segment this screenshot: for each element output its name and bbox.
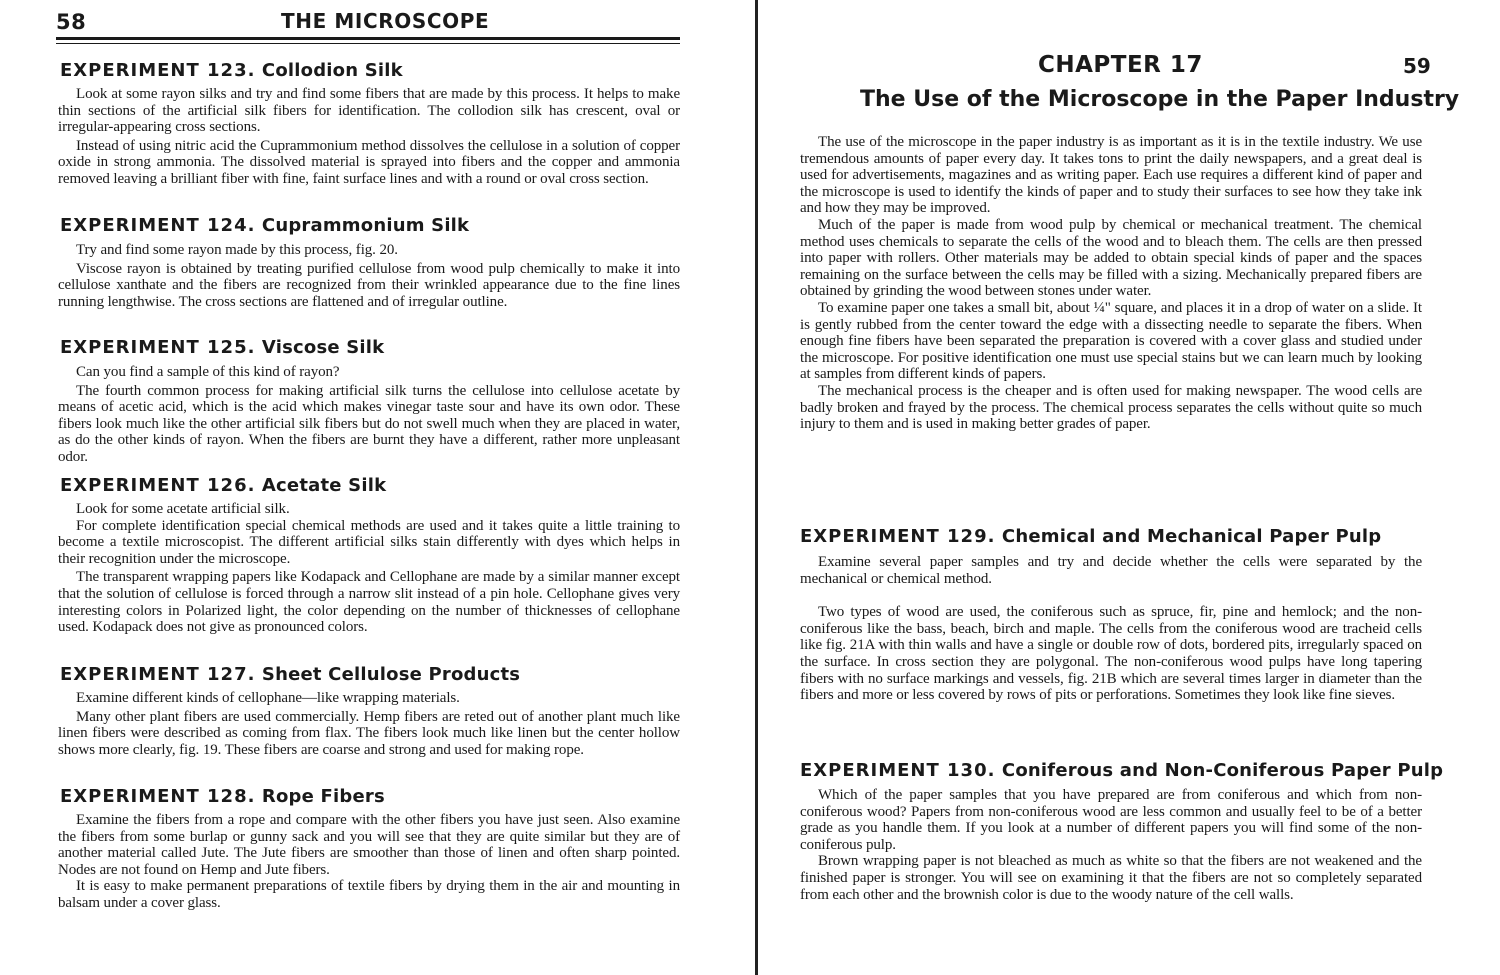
chapter-title: The Use of the Microscope in the Paper Industry — [860, 87, 1460, 112]
experiment-heading — [60, 337, 384, 358]
experiment-number: EXPERIMENT 127. — [60, 664, 256, 685]
paragraph: The use of the microscope in the paper industry is as important as it is in the textile industry. We use tremendous amounts of paper every day. It takes tons to print the daily newspapers, and a great deal is used for advertisements, magazines and as writing paper. Each use requires a different kind of paper and the microscope is used to identify the kinds of paper and to study their surfaces to see how they take ink and how they may be improved. — [800, 134, 1422, 217]
experiment-title: Sheet Cellulose Products — [261, 664, 521, 685]
experiment-heading — [60, 664, 520, 685]
paragraph: Instead of using nitric acid the Cuprammonium method dissolves the cellulose in a solution of copper oxide in strong ammonia. The dissolved material is sprayed into fibers and the copper and ammonia removed leaving a brilliant fiber with fine, faint surface lines and with a round or oval cross section. — [58, 137, 680, 187]
paragraph: Try and find some rayon made by this process, fig. 20. — [76, 242, 398, 258]
page-number: 59 — [1403, 54, 1431, 78]
paragraph: It is easy to make permanent preparations of textile fibers by drying them in the air and mounting in balsam under a cover glass. — [58, 878, 680, 911]
experiment-body — [800, 787, 1422, 903]
running-head — [56, 6, 680, 34]
paragraph: Many other plant fibers are used commercially. Hemp fibers are reted out of another plant much like linen fibers were described as coming from flax. The fibers look much like linen but the center hollow shows more clearly, fig. 19. These fibers are coarse and strong and used for making rope. — [58, 708, 680, 758]
experiment-body — [58, 364, 680, 466]
left-page — [56, 0, 684, 975]
chapter-number: CHAPTER 17 — [1038, 52, 1203, 78]
experiment-heading — [60, 475, 386, 496]
experiment-title: Collodion Silk — [261, 60, 403, 81]
experiment-title: Chemical and Mechanical Paper Pulp — [1001, 526, 1382, 547]
experiment-number: EXPERIMENT 130. — [800, 760, 996, 781]
experiment-body — [58, 86, 680, 188]
paragraph: The mechanical process is the cheaper and is often used for making newspaper. The wood cells are badly broken and frayed by the process. The chemical process separates the cells without quite so much injury to them and is used in making better grades of paper. — [800, 382, 1422, 433]
experiment-title: Cuprammonium Silk — [261, 215, 470, 236]
paragraph: Look at some rayon silks and try and find some fibers that are made by this process. It helps to make thin sections of the artificial silk fibers for identification. The collodion silk has crescent, oval or irregular-appearing cross sections. — [58, 86, 680, 136]
right-page — [798, 0, 1460, 975]
paragraph: To examine paper one takes a small bit, about ¼" square, and places it in a drop of water on a slide. It is gently rubbed from the center toward the edge with a dissecting needle to separate the fibers. When enough fine fibers have been separated the preparation is covered with a cover glass and studied under the microscope. For positive identification one must use special stains but we can learn much by looking at samples from different kinds of papers. — [800, 299, 1422, 383]
experiment-heading — [60, 786, 385, 807]
paragraph: Examine several paper samples and try and decide whether the cells were separated by the mechanical or chemical method. — [800, 554, 1422, 587]
experiment-heading — [800, 760, 1443, 781]
paragraph: Brown wrapping paper is not bleached as much as white so that the fibers are not weakened and the finished paper is stronger. You will see on examining it that the fibers are not so completely separated from each other and the brownish color is due to the woody nature of the cell walls. — [800, 853, 1422, 903]
paragraph: The fourth common process for making artificial silk turns the cellulose into cellulose acetate by means of acetic acid, which is the acid which makes vinegar taste sour and have its own odor. These fibers look much like the other artificial silk fibers but do not swell much when they are placed in water, as do the other kinds of rayon. When the fibers are burnt they have a different, rather more unpleasant odor. — [58, 382, 680, 465]
experiment-title: Acetate Silk — [261, 475, 387, 496]
experiment-number: EXPERIMENT 124. — [60, 215, 256, 236]
experiment-body — [58, 501, 680, 636]
header-rule — [56, 37, 680, 40]
header-rule-thin — [56, 43, 680, 44]
experiment-number: EXPERIMENT 126. — [60, 475, 256, 496]
running-head-title: THE MICROSCOPE — [281, 9, 490, 33]
experiment-title: Viscose Silk — [261, 337, 385, 358]
experiment-heading — [60, 60, 403, 81]
paragraph: For complete identification special chemical methods are used and it takes quite a little training to become a textile microscopist. The different artificial silks stain differently with dyes which helps in their recognition under the microscope. — [58, 517, 680, 567]
page-number: 58 — [56, 10, 87, 34]
experiment-heading — [800, 526, 1381, 547]
experiment-body — [58, 812, 680, 912]
experiment-number: EXPERIMENT 123. — [60, 60, 256, 81]
experiment-number: EXPERIMENT 128. — [60, 786, 256, 807]
experiment-heading — [60, 215, 469, 236]
paragraph: Examine different kinds of cellophane—like wrapping materials. — [76, 690, 460, 706]
experiment-number: EXPERIMENT 125. — [60, 337, 256, 358]
experiment-number: EXPERIMENT 129. — [800, 526, 996, 547]
paragraph: Two types of wood are used, the coniferous such as spruce, fir, pine and hemlock; and the non-coniferous like the bass, beach, birch and maple. The cells from the coniferous wood are tracheid cells like fig. 21A with thin walls and have a single or double row of dots, bordered pits, irregularly spaced on the surface. In cross section they are polygonal. The non-coniferous wood pulps have long tapering fibers with no surface markings and vessels, fig. 21B which are several times larger in diameter than the fibers and more or less covered by rows of pits or perforations. Sometimes they look like fine sieves. — [800, 604, 1422, 704]
paragraph: Which of the paper samples that you have prepared are from coniferous and which from non-coniferous wood? Papers from non-coniferous wood are less common and usually feel to be of a better grade as you handle them. If you look at a number of different papers you will find some of the non-coniferous pulp. — [800, 787, 1422, 853]
experiment-body — [58, 242, 680, 310]
experiment-body — [58, 690, 680, 758]
paragraph: The transparent wrapping papers like Kodapack and Cellophane are made by a similar manner except that the solution of cellulose is forced through a narrow slit instead of a pin hole. Cellophane gives very interesting colors in Polarized light, the color depending on the number of thicknesses of cellophane used. Kodapack does not give as pronounced colors. — [58, 569, 680, 636]
paragraph: Can you find a sample of this kind of rayon? — [76, 364, 340, 380]
experiment-title: Rope Fibers — [261, 786, 385, 807]
paragraph: Much of the paper is made from wood pulp by chemical or mechanical treatment. The chemical method uses chemicals to separate the cells of the wood and to bleach them. The cells are then pressed into paper with rollers. Other materials may be added to obtain special kinds of paper and the spaces remaining on the surface between the cells may be filled with a sizing. Mechanically prepared fibers are obtained by grinding the wood between stones under water. — [800, 216, 1422, 300]
paragraph: Look for some acetate artificial silk. — [76, 501, 290, 517]
page-gutter — [755, 0, 758, 975]
paragraph: Examine the fibers from a rope and compare with the other fibers you have just seen. Also examine the fibers from some burlap or gunny sack and you will see that they are quite similar but they are of another material called Jute. The Jute fibers are smoother than those of linen and often sharp pointed. Nodes are not found on Hemp and Jute fibers. — [58, 812, 680, 878]
experiment-title: Coniferous and Non-Coniferous Paper Pulp — [1001, 760, 1444, 781]
paragraph: Viscose rayon is obtained by treating purified cellulose from wood pulp chemically to make it into cellulose xanthate and the fibers are recognized from their wrinkled appearance due to the fine lines running lengthwise. The cross sections are flattened and of irregular outline. — [58, 260, 680, 310]
experiment-body — [800, 554, 1422, 704]
chapter-intro — [800, 134, 1422, 433]
